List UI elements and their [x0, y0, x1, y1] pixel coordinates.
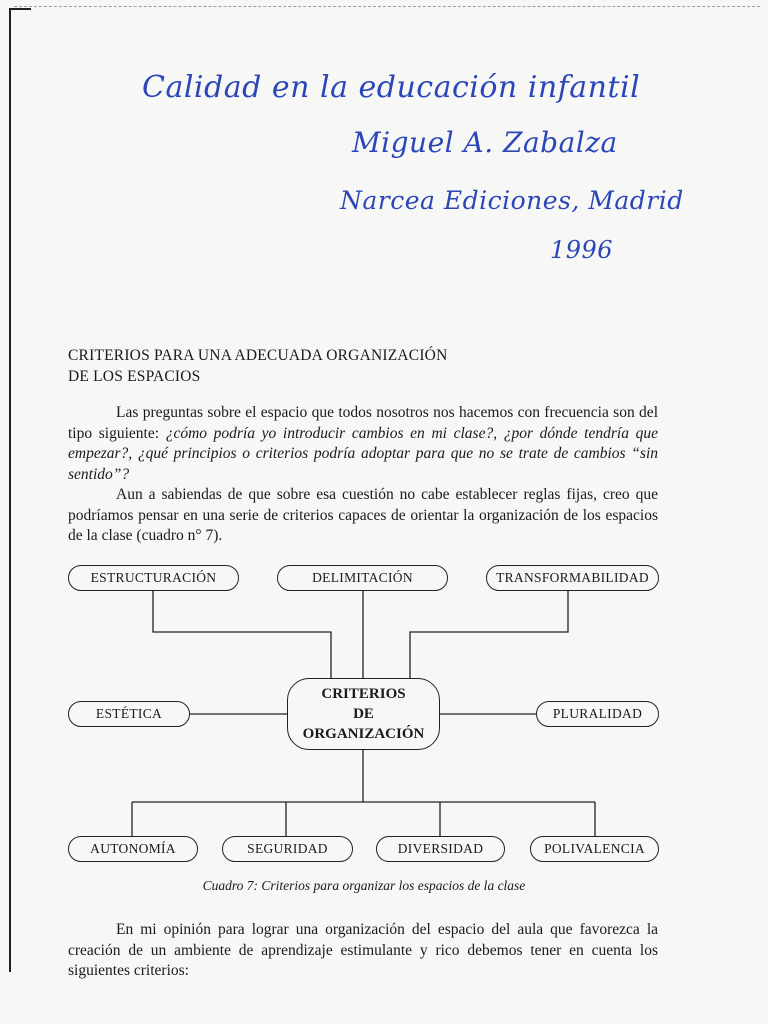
- center-label-line-2: DE: [353, 706, 374, 722]
- handwritten-book-title: Calidad en la educación infantil: [142, 70, 641, 105]
- node-diversidad: DIVERSIDAD: [376, 836, 505, 862]
- connector-transformabilidad: [410, 591, 568, 686]
- paragraph-questions: [68, 403, 658, 485]
- diagram-caption: Cuadro 7: Criterios para organizar los espacios de la clase: [202, 878, 526, 893]
- scan-corner-mark: [9, 8, 31, 10]
- node-autonomia: AUTONOMÍA: [68, 836, 198, 862]
- center-label-line-3: ORGANIZACIÓN: [302, 726, 425, 742]
- handwritten-year: 1996: [550, 236, 614, 264]
- handwritten-publisher: Narcea Ediciones, Madrid: [340, 186, 684, 215]
- node-estetica: ESTÉTICA: [68, 701, 190, 727]
- scan-top-edge: [14, 6, 760, 7]
- node-estructuracion: ESTRUCTURACIÓN: [68, 565, 239, 591]
- node-pluralidad: PLURALIDAD: [536, 701, 659, 727]
- section-heading: [68, 345, 447, 387]
- paragraph-questions-italic: ¿cómo podría yo introducir cambios en mi clase?, ¿por dónde tendría que empezar?, ¿qué principios o criterios podría adoptar para que no se trate de cambios “sin sentido”?: [68, 424, 658, 483]
- paragraph-questions-intro: Las preguntas sobre el espacio que todos nosotros nos hacemos con frecuencia son del tipo siguiente:: [68, 404, 658, 442]
- paragraph-opinion: En mi opinión para lograr una organización del espacio del aula que favorezca la creación de un ambiente de aprendizaje estimulante y rico debemos tener en cuenta los siguientes criterios:: [68, 921, 658, 979]
- node-transformabilidad: TRANSFORMABILIDAD: [486, 565, 659, 591]
- criteria-diagram: [0, 560, 768, 880]
- paragraph-criteria-intro: Aun a sabiendas de que sobre esa cuestión no cabe establecer reglas fijas, creo que podríamos pensar en una serie de criterios capaces de orientar la organización de los espacios de la clase (cuadro n° 7).: [68, 486, 658, 544]
- node-polivalencia: POLIVALENCIA: [530, 836, 659, 862]
- center-label-line-1: CRITERIOS: [321, 686, 406, 702]
- node-criterios-de-organizacion: [287, 678, 440, 750]
- section-heading-line-2: DE LOS ESPACIOS: [68, 368, 201, 385]
- connector-estructuracion: [153, 591, 331, 686]
- section-heading-line-1: CRITERIOS PARA UNA ADECUADA ORGANIZACIÓN: [68, 347, 448, 364]
- node-seguridad: SEGURIDAD: [222, 836, 353, 862]
- handwritten-author: Miguel A. Zabalza: [352, 126, 618, 159]
- node-delimitacion: DELIMITACIÓN: [277, 565, 448, 591]
